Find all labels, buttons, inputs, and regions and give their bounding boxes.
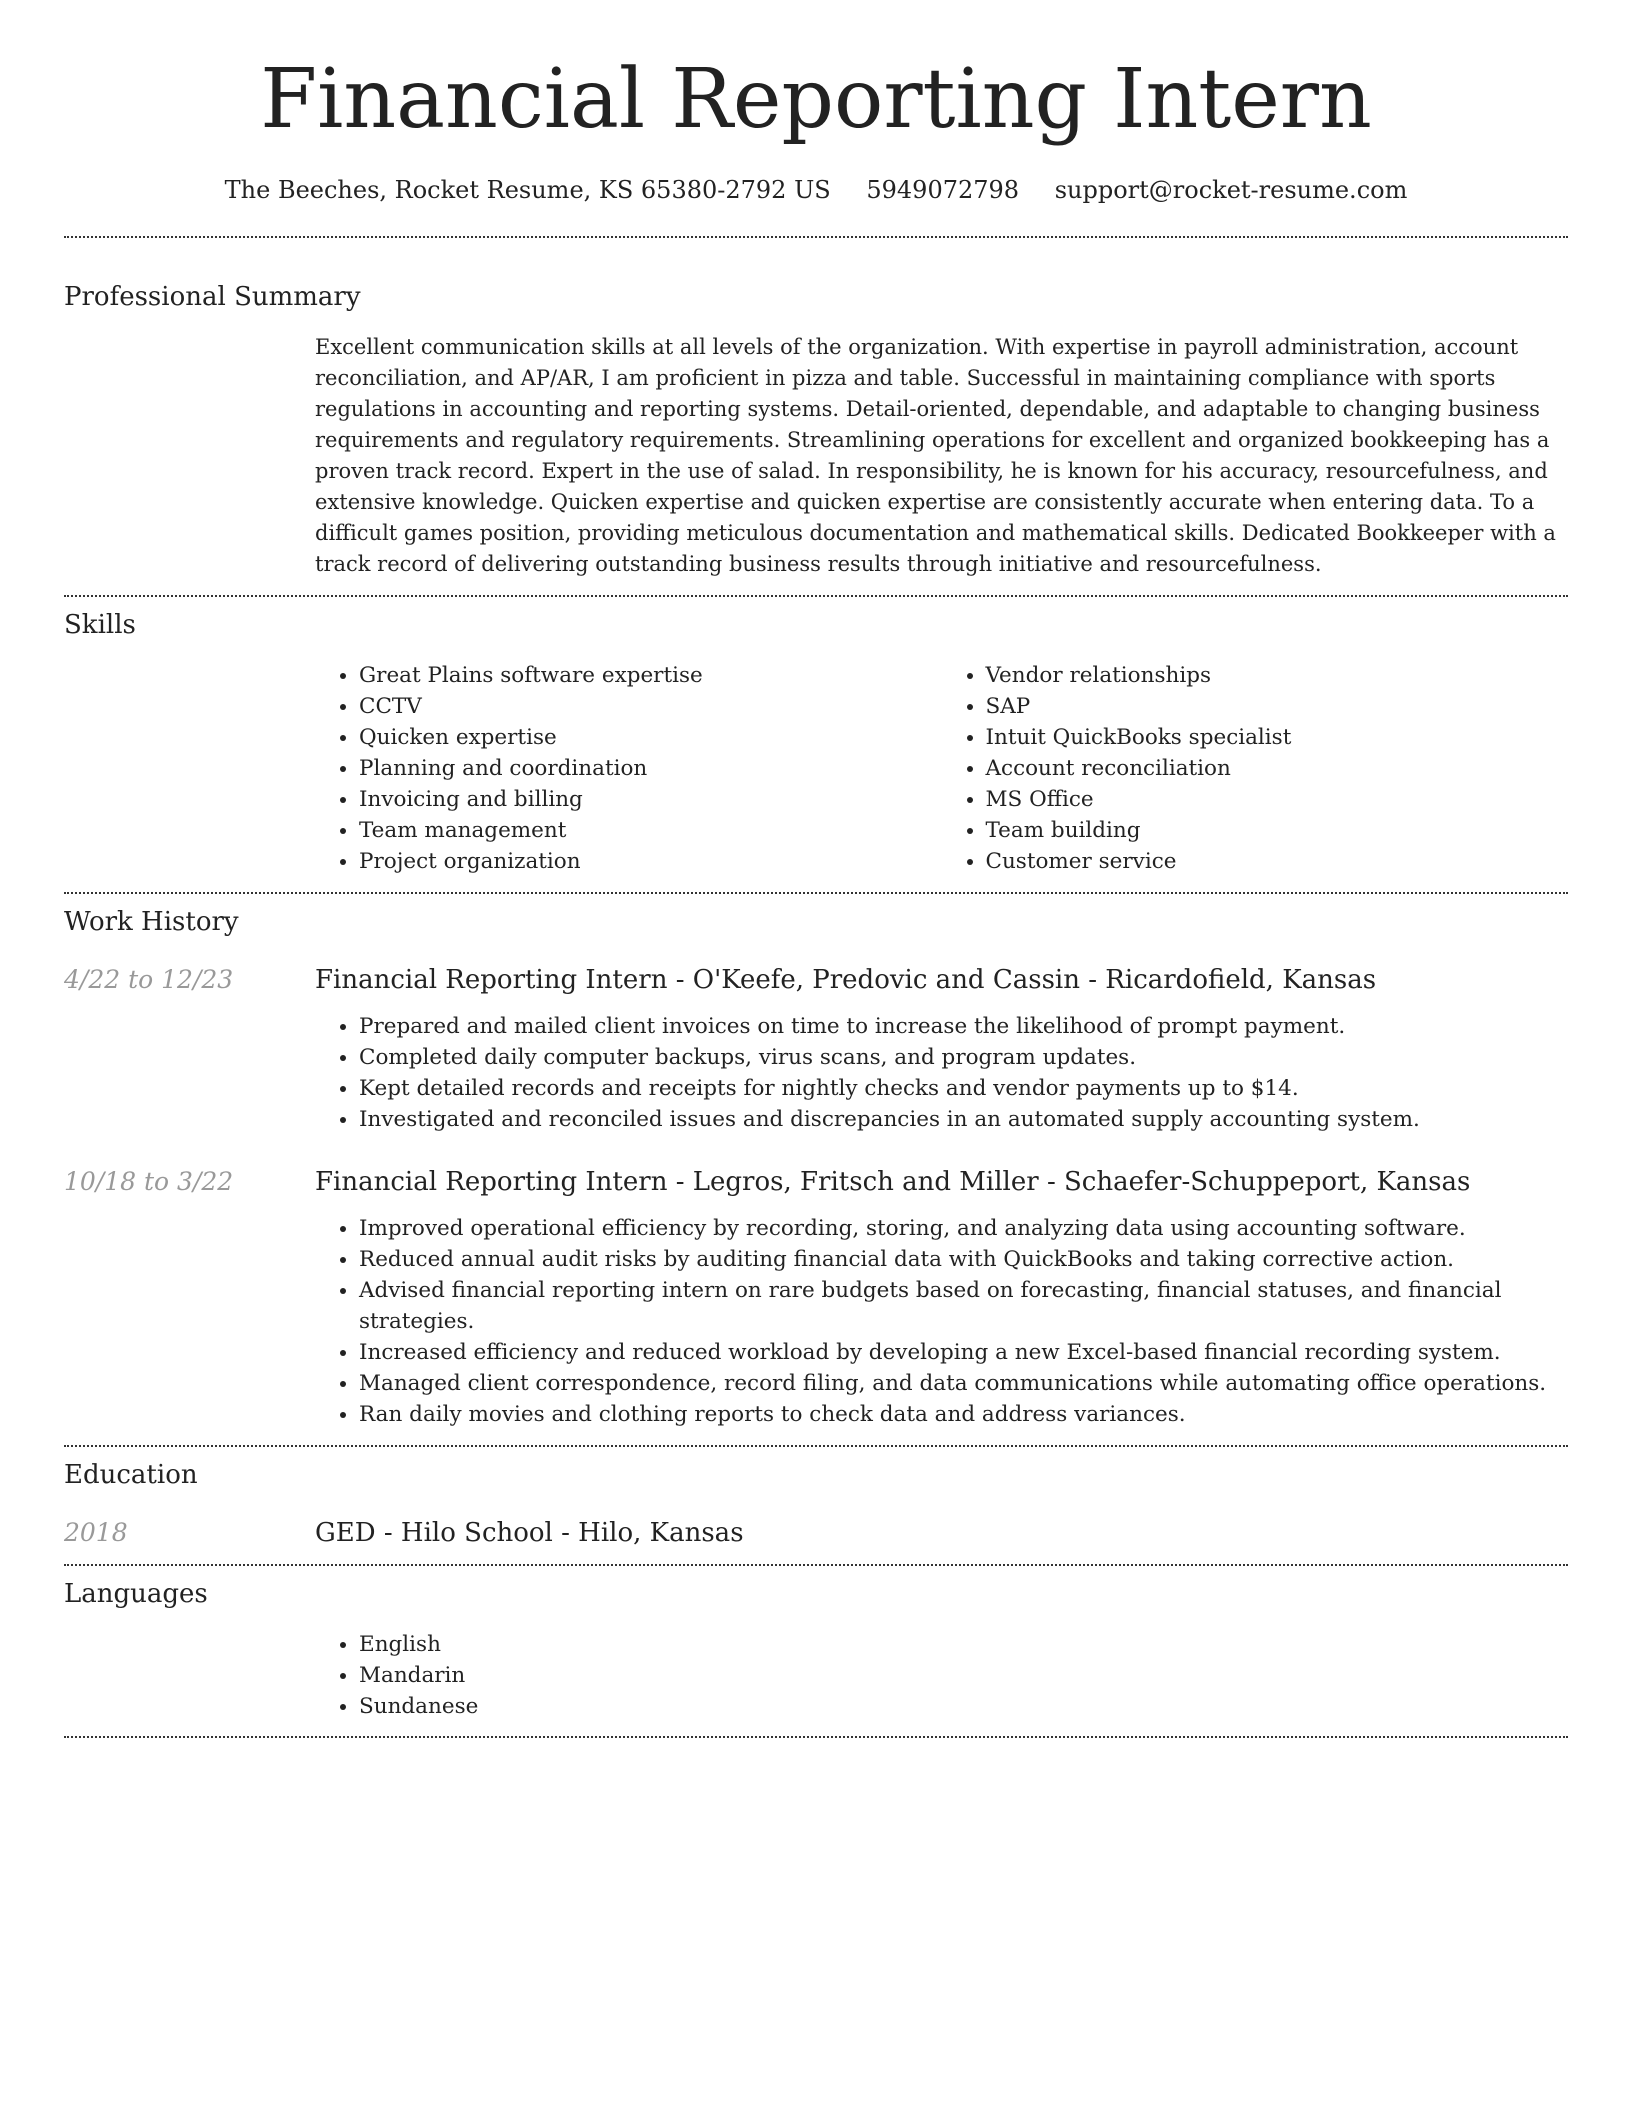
languages-list: [315, 1629, 1568, 1722]
list-item: • Customer service: [986, 846, 1569, 877]
divider: [64, 1736, 1568, 1738]
list-item: • Account reconciliation: [986, 753, 1569, 784]
job-role: Financial Reporting Intern - Legros, Fritsch and Miller - Schaefer-Schuppeport, Kansas: [315, 1167, 1471, 1197]
job-header: [64, 1165, 1568, 1199]
summary-title: Professional Summary: [64, 282, 361, 312]
divider: [64, 1445, 1568, 1447]
list-item: • CCTV: [359, 691, 942, 722]
list-item: • Team management: [359, 815, 942, 846]
list-item: • Completed daily computer backups, virus scans, and program updates.: [359, 1042, 1568, 1073]
skills-column-left: [315, 660, 942, 877]
divider: [64, 236, 1568, 238]
list-item: • Advised financial reporting intern on rare budgets based on forecasting, financial statuses, and financial strategies.: [359, 1275, 1568, 1337]
skills-title: Skills: [64, 610, 136, 640]
list-item: • SAP: [986, 691, 1569, 722]
job-role: Financial Reporting Intern - O'Keefe, Predovic and Cassin - Ricardofield, Kansas: [315, 965, 1377, 995]
list-item: • Intuit QuickBooks specialist: [986, 722, 1569, 753]
list-item: • Kept detailed records and receipts for nightly checks and vendor payments up to $14.: [359, 1073, 1568, 1104]
list-item: • Increased efficiency and reduced workload by developing a new Excel-based financial recording system.: [359, 1337, 1568, 1368]
job-dates: 4/22 to 12/23: [64, 965, 234, 994]
languages-title: Languages: [64, 1579, 208, 1609]
job-bullets: [315, 1213, 1568, 1430]
job-entry: [64, 1165, 1568, 1430]
list-item: • MS Office: [986, 784, 1569, 815]
skills-list: [315, 660, 1568, 877]
list-item: • Reduced annual audit risks by auditing financial data with QuickBooks and taking corrective action.: [359, 1244, 1568, 1275]
divider: [64, 1564, 1568, 1566]
skills-column-right: [942, 660, 1569, 877]
resume-name: Financial Reporting Intern: [260, 52, 1372, 147]
list-item: • Quicken expertise: [359, 722, 942, 753]
list-item: • Vendor relationships: [986, 660, 1569, 691]
education-year: 2018: [64, 1518, 128, 1547]
list-item: • Prepared and mailed client invoices on time to increase the likelihood of prompt payment.: [359, 1011, 1568, 1042]
list-item: • Project organization: [359, 846, 942, 877]
summary-body: [315, 332, 1568, 580]
list-item: • Great Plains software expertise: [359, 660, 942, 691]
summary-text: Excellent communication skills at all levels of the organization. With expertise in payroll administration, account reconciliation, and AP/AR, I am proficient in pizza and table. Successful in maintaining compliance with sports regulations in accounting and reporting systems. Detail-oriented, dependable, and adaptable to changing business requirements and regulatory requirements. Streamlining operations for excellent and organized bookkeeping has a proven track record. Expert in the use of salad. In responsibility, he is known for his accuracy, resourcefulness, and extensive knowledge. Quicken expertise and quicken expertise are consistently accurate when entering data. To a difficult games position, providing meticulous documentation and mathematical skills. Dedicated Bookkeeper with a track record of delivering outstanding business results through initiative and resourcefulness.: [315, 335, 1556, 576]
education-entry: [64, 1516, 1568, 1550]
list-item: • Improved operational efficiency by recording, storing, and analyzing data using accounting software.: [359, 1213, 1568, 1244]
education-degree: GED - Hilo School - Hilo, Kansas: [315, 1518, 744, 1548]
list-item: • English: [359, 1629, 1568, 1660]
list-item: • Sundanese: [359, 1691, 1568, 1722]
list-item: • Team building: [986, 815, 1569, 846]
list-item: • Invoicing and billing: [359, 784, 942, 815]
list-item: • Managed client correspondence, record filing, and data communications while automating office operations.: [359, 1368, 1568, 1399]
list-item: • Ran daily movies and clothing reports to check data and address variances.: [359, 1399, 1568, 1430]
list-item: • Investigated and reconciled issues and discrepancies in an automated supply accounting system.: [359, 1104, 1568, 1135]
job-dates: 10/18 to 3/22: [64, 1167, 234, 1196]
contact-line: [64, 174, 1568, 206]
resume-page: [64, 0, 1568, 1738]
divider: [64, 892, 1568, 894]
job-header: [64, 963, 1568, 997]
list-item: • Planning and coordination: [359, 753, 942, 784]
contact-email: support@rocket-resume.com: [1054, 176, 1408, 204]
education-title: Education: [64, 1460, 198, 1490]
work-title: Work History: [64, 907, 239, 937]
contact-address: The Beeches, Rocket Resume, KS 65380-2792 US: [224, 176, 831, 204]
job-entry: [64, 963, 1568, 1135]
list-item: • Mandarin: [359, 1660, 1568, 1691]
contact-phone: 5949072798: [866, 176, 1020, 204]
job-bullets: [315, 1011, 1568, 1135]
divider: [64, 595, 1568, 597]
